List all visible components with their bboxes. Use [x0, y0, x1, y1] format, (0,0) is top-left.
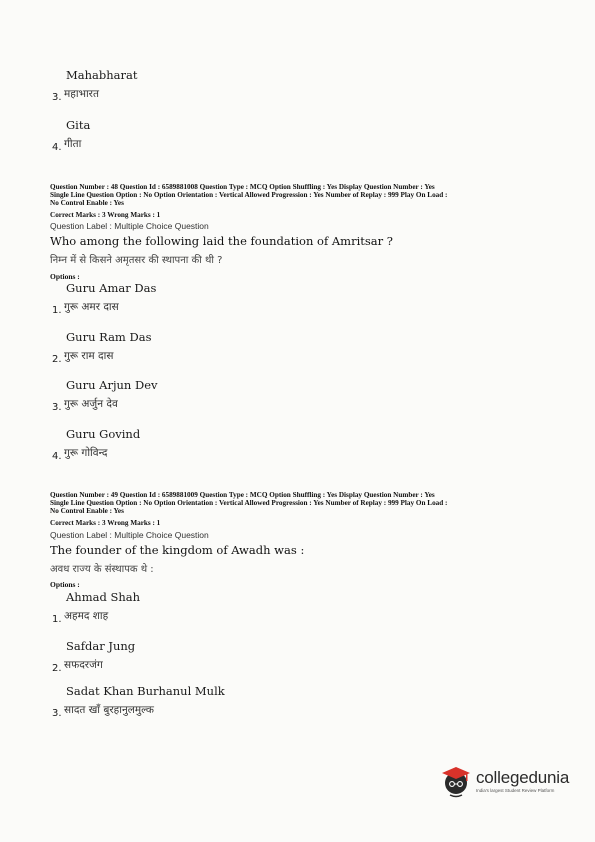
meta-line: Single Line Question Option : No Option Orientation : Vertical Allowed Progression : Yes Number of Replay : 999 Play On Load : [50, 499, 448, 507]
meta-line: Question Number : 48 Question Id : 6589881008 Question Type : MCQ Option Shuffling : Yes Display Question Number : Yes [50, 183, 435, 191]
option-english: Safdar Jung [66, 639, 136, 653]
option-number: 4. [52, 142, 62, 153]
question-49-text: The founder of the kingdom of Awadh was : [50, 543, 305, 557]
option-number: 1. [52, 305, 62, 316]
option-hindi: अहमद शाह [64, 610, 109, 622]
option-english: Gita [66, 118, 91, 132]
logo-name: collegedunia [476, 768, 570, 787]
option-english: Guru Amar Das [66, 281, 157, 295]
option-number: 3. [52, 708, 62, 719]
meta-line: No Control Enable : Yes [50, 199, 124, 207]
graduation-cap-icon [440, 764, 472, 798]
option-hindi: सादत खाँ बुरहानुलमुल्क [64, 704, 154, 716]
option-number: 3. [52, 402, 62, 413]
option-hindi: गुरू अमर दास [64, 301, 119, 313]
question-48-meta [50, 183, 540, 207]
logo-tagline: India's largest Student Review Platform [476, 788, 555, 793]
option-english: Guru Govind [66, 427, 141, 441]
option-hindi: गीता [64, 138, 82, 150]
meta-line: Single Line Question Option : No Option Orientation : Vertical Allowed Progression : Yes Number of Replay : 999 Play On Load : [50, 191, 448, 199]
option-4-gita [52, 118, 90, 153]
option-number: 2. [52, 663, 62, 674]
question-48-text: Who among the following laid the foundation of Amritsar ? [50, 234, 393, 248]
question-48-option-3 [52, 378, 158, 413]
option-hindi: गुरू गोविन्द [64, 447, 108, 459]
option-hindi: गुरू राम दास [64, 350, 114, 362]
question-48-hindi: निम्न में से किसने अमृतसर की स्थापना की थी ? [50, 255, 223, 266]
question-49-option-3 [52, 684, 225, 719]
question-49-options-label: Options : [50, 580, 80, 589]
collegedunia-logo [440, 762, 580, 802]
meta-line: Question Number : 49 Question Id : 6589881009 Question Type : MCQ Option Shuffling : Yes Display Question Number : Yes [50, 491, 435, 499]
option-hindi: सफदरजंग [64, 659, 103, 671]
question-48-option-4 [52, 427, 140, 462]
question-49-hindi: अवध राज्य के संस्थापक थे : [50, 564, 154, 575]
option-number: 4. [52, 451, 62, 462]
option-number: 1. [52, 614, 62, 625]
option-english: Ahmad Shah [66, 590, 141, 604]
meta-line: No Control Enable : Yes [50, 507, 124, 515]
question-48-label: Question Label : Multiple Choice Question [50, 221, 209, 231]
question-48-marks: Correct Marks : 3 Wrong Marks : 1 [50, 211, 161, 219]
option-english: Guru Ram Das [66, 330, 152, 344]
option-number: 2. [52, 354, 62, 365]
question-49-option-2 [52, 639, 135, 674]
question-48-option-1 [52, 281, 156, 316]
question-49-label: Question Label : Multiple Choice Question [50, 530, 209, 540]
question-49-marks: Correct Marks : 3 Wrong Marks : 1 [50, 519, 161, 527]
option-english: Sadat Khan Burhanul Mulk [66, 684, 225, 698]
option-hindi: गुरू अर्जुन देव [64, 398, 118, 410]
option-3-mahabharat [52, 68, 138, 103]
question-48-options-label: Options : [50, 272, 80, 281]
option-number: 3. [52, 92, 62, 103]
question-49-meta [50, 491, 540, 515]
option-hindi: महाभारत [64, 88, 99, 100]
option-english: Guru Arjun Dev [66, 378, 158, 392]
option-english: Mahabharat [66, 68, 138, 82]
question-49-option-1 [52, 590, 140, 625]
question-48-option-2 [52, 330, 151, 365]
